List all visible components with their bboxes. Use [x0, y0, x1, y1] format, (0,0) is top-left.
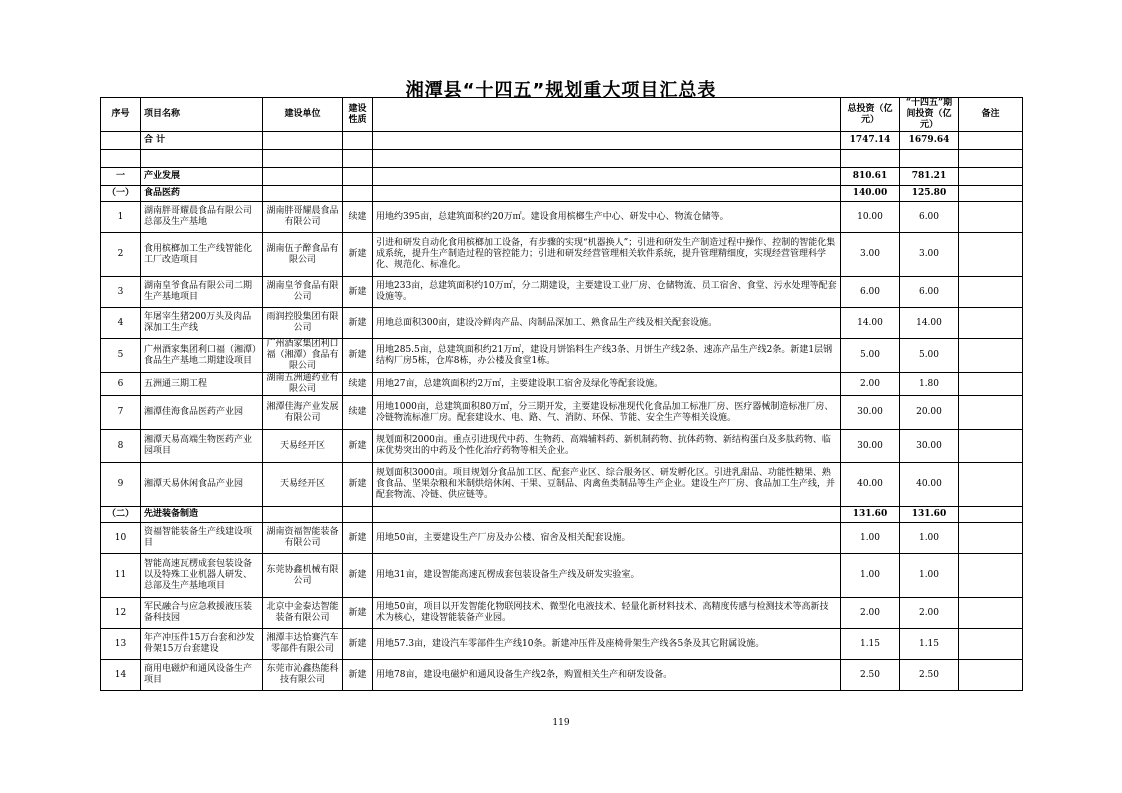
row-nature: 续建 — [343, 202, 373, 233]
table-row — [101, 430, 1023, 463]
cell — [343, 132, 373, 150]
table-row — [101, 396, 1023, 430]
cell — [841, 150, 900, 168]
row-content: 引进和研发自动化食用槟榔加工设备，有步骤的实现“机器换人”；引进和研发生产制造过程中操作、控制的智能化集成系统，提升生产制造过程的管控能力；引进和研发经营管理相关软件系统，提升管理精细度，实现经营管理科学化、规范化、标准化。 — [373, 233, 841, 277]
row-total: 30.00 — [841, 430, 900, 463]
row-total: 1.00 — [841, 523, 900, 554]
header-row — [101, 98, 1023, 132]
subsection-label: 食品医药 — [141, 186, 263, 202]
row-content: 用地78亩，建设电磁炉和通风设备生产线2条，购置相关生产和研发设备。 — [373, 660, 841, 691]
row-unit: 北京中金泰达智能装备有限公司 — [263, 598, 343, 629]
header-total: 总投资（亿元） — [841, 98, 900, 132]
row-note — [959, 598, 1023, 629]
row-content: 用地285.5亩，总建筑面积约21万㎡，建设月饼馅料生产线3条、月饼生产线2条、速冻产品生产线2条。新建1层钢结构厂房5栋，仓库8栋，办公楼及食堂1栋。 — [373, 339, 841, 373]
section-row — [101, 168, 1023, 186]
row-content: 用地总面积300亩，建设冷鲜肉产品、肉制品深加工、熟食品生产线及相关配套设施。 — [373, 308, 841, 339]
row-content: 用地31亩，建设智能高速瓦楞成套包装设备生产线及研发实验室。 — [373, 554, 841, 598]
total-period: 1679.64 — [900, 132, 959, 150]
row-unit: 湖南伍子醉食品有限公司 — [263, 233, 343, 277]
header-seq: 序号 — [101, 98, 141, 132]
row-nature: 新建 — [343, 660, 373, 691]
row-note — [959, 430, 1023, 463]
row-nature: 新建 — [343, 308, 373, 339]
row-period: 6.00 — [900, 202, 959, 233]
table-row — [101, 463, 1023, 507]
table-row — [101, 660, 1023, 691]
row-unit: 湖南皇爷食品有限公司 — [263, 277, 343, 308]
row-name: 湖南皇爷食品有限公司二期生产基地项目 — [141, 277, 263, 308]
projects-table — [100, 97, 1023, 691]
row-unit: 湘潭丰达恰赛汽车零部件有限公司 — [263, 629, 343, 660]
row-name: 广州酒家集团利口福（湘潭）食品生产基地二期建设项目 — [141, 339, 263, 373]
row-seq: 4 — [101, 308, 141, 339]
row-name: 湘潭天易休闲食品产业园 — [141, 463, 263, 507]
row-period: 3.00 — [900, 233, 959, 277]
row-seq: 10 — [101, 523, 141, 554]
row-seq: 14 — [101, 660, 141, 691]
table-row — [101, 277, 1023, 308]
row-content: 用地50亩，主要建设生产厂房及办公楼、宿舍及相关配套设施。 — [373, 523, 841, 554]
row-note — [959, 277, 1023, 308]
cell — [959, 186, 1023, 202]
subsection-period: 125.80 — [900, 186, 959, 202]
row-nature: 新建 — [343, 233, 373, 277]
row-total: 1.00 — [841, 554, 900, 598]
row-period: 2.00 — [900, 598, 959, 629]
subsection-label: 先进装备制造 — [141, 507, 263, 523]
cell — [343, 150, 373, 168]
header-nature: 建设性质 — [343, 98, 373, 132]
cell — [263, 186, 343, 202]
table-row — [101, 308, 1023, 339]
row-note — [959, 629, 1023, 660]
row-content: 规划面积3000亩。项目规划分食品加工区、配套产业区、综合服务区、研发孵化区。引进乳甜品、功能性糖果、熟食食品、坚果杂粮和米制烘焙休闲、干果、豆制品、肉禽鱼类制品等生产企业。建设生产厂房、食品加工生产线，并配套物流、冷链、供应链等。 — [373, 463, 841, 507]
row-unit: 广州酒家集团利口福（湘潭）食品有限公司 — [263, 339, 343, 373]
row-seq: 2 — [101, 233, 141, 277]
row-unit: 湖南资福智能装备有限公司 — [263, 523, 343, 554]
row-total: 1.15 — [841, 629, 900, 660]
section-seq: 一 — [101, 168, 141, 186]
row-content: 规划面积2000亩。重点引进现代中药、生物药、高端辅料药、新机制药物、抗体药物、新结构蛋白及多肽药物、临床优势突出的中药及个性化治疗药物等相关企业。 — [373, 430, 841, 463]
row-total: 30.00 — [841, 396, 900, 430]
row-note — [959, 554, 1023, 598]
row-content: 用地57.3亩，建设汽车零部件生产线10条。新建冲压件及座椅骨架生产线各5条及其它附属设施。 — [373, 629, 841, 660]
row-nature: 新建 — [343, 277, 373, 308]
row-name: 年屠宰生猪200万头及肉品深加工生产线 — [141, 308, 263, 339]
food-medicine-rows — [101, 202, 1023, 507]
empty-row — [101, 150, 1023, 168]
row-nature: 新建 — [343, 554, 373, 598]
row-note — [959, 660, 1023, 691]
row-period: 30.00 — [900, 430, 959, 463]
subsection-total: 131.60 — [841, 507, 900, 523]
table-row — [101, 233, 1023, 277]
table-row — [101, 523, 1023, 554]
cell — [263, 150, 343, 168]
row-total: 14.00 — [841, 308, 900, 339]
equipment-rows — [101, 523, 1023, 691]
cell — [373, 186, 841, 202]
cell — [343, 168, 373, 186]
header-name: 项目名称 — [141, 98, 263, 132]
row-period: 14.00 — [900, 308, 959, 339]
row-total: 6.00 — [841, 277, 900, 308]
row-seq: 5 — [101, 339, 141, 373]
row-name: 年产冲压件15万台套和沙发骨架15万台套建设 — [141, 629, 263, 660]
cell — [373, 150, 841, 168]
row-seq: 11 — [101, 554, 141, 598]
row-seq: 12 — [101, 598, 141, 629]
row-total: 3.00 — [841, 233, 900, 277]
row-total: 2.00 — [841, 598, 900, 629]
row-total: 2.00 — [841, 373, 900, 396]
table-row — [101, 554, 1023, 598]
row-name: 军民融合与应急救援液压装备科技园 — [141, 598, 263, 629]
row-name: 五洲通三期工程 — [141, 373, 263, 396]
row-period: 6.00 — [900, 277, 959, 308]
row-nature: 新建 — [343, 339, 373, 373]
row-seq: 8 — [101, 430, 141, 463]
row-period: 20.00 — [900, 396, 959, 430]
table-row — [101, 202, 1023, 233]
row-seq: 6 — [101, 373, 141, 396]
header-period: “十四五”期间投资（亿元） — [900, 98, 959, 132]
row-nature: 续建 — [343, 396, 373, 430]
subsection-row — [101, 186, 1023, 202]
cell — [101, 150, 141, 168]
row-total: 40.00 — [841, 463, 900, 507]
row-name: 食用槟榔加工生产线智能化工厂改造项目 — [141, 233, 263, 277]
row-unit: 天易经开区 — [263, 463, 343, 507]
row-content: 用地1000亩，总建筑面积80万㎡，分三期开发，主要建设标准现代化食品加工标准厂房、医疗器械制造标准厂房、冷链物流标准厂房。配套建设水、电、路、气、消防、环保、节能、安全生产等相关设施。 — [373, 396, 841, 430]
row-unit: 东莞协鑫机械有限公司 — [263, 554, 343, 598]
row-unit: 湖南五洲通药业有限公司 — [263, 373, 343, 396]
row-period: 5.00 — [900, 339, 959, 373]
cell — [959, 132, 1023, 150]
row-name: 智能高速瓦楞成套包装设备以及特殊工业机器人研发、总部及生产基地项目 — [141, 554, 263, 598]
row-content: 用地约395亩，总建筑面积约20万㎡。建设食用槟榔生产中心、研发中心、物流仓储等。 — [373, 202, 841, 233]
row-nature: 新建 — [343, 629, 373, 660]
header-content — [373, 98, 841, 132]
row-period: 40.00 — [900, 463, 959, 507]
table-row — [101, 598, 1023, 629]
table-row — [101, 339, 1023, 373]
cell — [900, 150, 959, 168]
row-nature: 新建 — [343, 598, 373, 629]
subsection-period: 131.60 — [900, 507, 959, 523]
row-unit: 湖南胖哥耀晨食品有限公司 — [263, 202, 343, 233]
cell — [101, 132, 141, 150]
row-nature: 新建 — [343, 430, 373, 463]
row-unit: 东莞市沁鑫热能科技有限公司 — [263, 660, 343, 691]
cell — [959, 507, 1023, 523]
row-nature: 新建 — [343, 523, 373, 554]
subsection-total: 140.00 — [841, 186, 900, 202]
row-nature: 续建 — [343, 373, 373, 396]
page-number: 119 — [552, 718, 570, 728]
row-total: 10.00 — [841, 202, 900, 233]
table-row — [101, 373, 1023, 396]
row-name: 湖南胖哥耀晨食品有限公司总部及生产基地 — [141, 202, 263, 233]
row-nature: 新建 — [343, 463, 373, 507]
page-title: 湘潭县“十四五”规划重大项目汇总表 — [405, 80, 717, 101]
cell — [373, 132, 841, 150]
row-note — [959, 373, 1023, 396]
row-note — [959, 233, 1023, 277]
cell — [263, 132, 343, 150]
total-label: 合 计 — [141, 132, 263, 150]
cell — [263, 507, 343, 523]
cell — [373, 507, 841, 523]
row-period: 1.00 — [900, 554, 959, 598]
row-name: 湘潭佳海食品医药产业园 — [141, 396, 263, 430]
cell — [373, 168, 841, 186]
row-name: 商用电磁炉和通风设备生产项目 — [141, 660, 263, 691]
subsection-row — [101, 507, 1023, 523]
row-seq: 7 — [101, 396, 141, 430]
section-total: 810.61 — [841, 168, 900, 186]
row-content: 用地27亩，总建筑面积约2万㎡，主要建设职工宿舍及绿化等配套设施。 — [373, 373, 841, 396]
subsection-seq: （一） — [101, 186, 141, 202]
row-seq: 3 — [101, 277, 141, 308]
cell — [263, 168, 343, 186]
row-period: 2.50 — [900, 660, 959, 691]
table-row — [101, 629, 1023, 660]
row-period: 1.80 — [900, 373, 959, 396]
section-label: 产业发展 — [141, 168, 263, 186]
subsection-seq: （二） — [101, 507, 141, 523]
row-content: 用地50亩，项目以开发智能化物联网技术、微型化电液技术、轻量化新材料技术、高精度传感与检测技术等高新技术为核心，建设智能装备产业园。 — [373, 598, 841, 629]
row-note — [959, 339, 1023, 373]
row-period: 1.15 — [900, 629, 959, 660]
row-name: 湘潭天易高端生物医药产业园项目 — [141, 430, 263, 463]
row-unit: 湘潭佳海产业发展有限公司 — [263, 396, 343, 430]
cell — [343, 186, 373, 202]
row-note — [959, 202, 1023, 233]
row-seq: 9 — [101, 463, 141, 507]
cell — [343, 507, 373, 523]
row-unit: 天易经开区 — [263, 430, 343, 463]
row-unit: 雨润控股集团有限公司 — [263, 308, 343, 339]
row-seq: 13 — [101, 629, 141, 660]
row-content: 用地233亩，总建筑面积约10万㎡，分二期建设，主要建设工业厂房、仓储物流、员工宿舍、食堂、污水处理等配套设施等。 — [373, 277, 841, 308]
cell — [959, 168, 1023, 186]
cell — [141, 150, 263, 168]
row-note — [959, 308, 1023, 339]
header-unit: 建设单位 — [263, 98, 343, 132]
header-note: 备注 — [959, 98, 1023, 132]
row-note — [959, 396, 1023, 430]
row-note — [959, 463, 1023, 507]
cell — [959, 150, 1023, 168]
row-seq: 1 — [101, 202, 141, 233]
section-period: 781.21 — [900, 168, 959, 186]
row-total: 2.50 — [841, 660, 900, 691]
row-note — [959, 523, 1023, 554]
total-row — [101, 132, 1023, 150]
row-total: 5.00 — [841, 339, 900, 373]
total-total: 1747.14 — [841, 132, 900, 150]
row-period: 1.00 — [900, 523, 959, 554]
row-name: 资福智能装备生产线建设项目 — [141, 523, 263, 554]
